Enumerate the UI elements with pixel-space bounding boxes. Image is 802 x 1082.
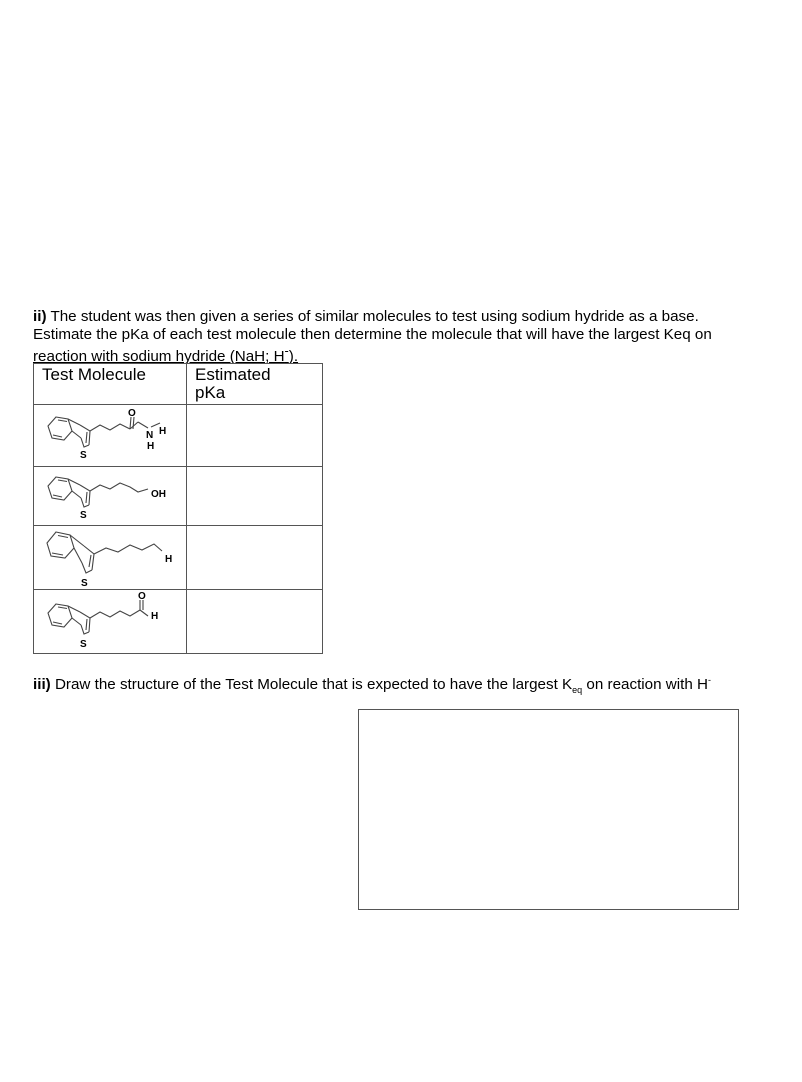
molecule-cell-aldehyde <box>34 590 187 654</box>
hydride-charge: - <box>707 675 711 685</box>
atom-n: N <box>146 430 154 441</box>
molecule-cell-amide <box>34 405 187 467</box>
table-row <box>34 526 323 590</box>
question-ii-line3-end: ). <box>288 348 299 366</box>
header-test-molecule: Test Molecule <box>34 364 187 405</box>
atom-s: S <box>80 639 87 650</box>
atom-s: S <box>80 450 87 461</box>
atom-h: H <box>159 426 167 437</box>
molecule-cell-alcohol <box>34 467 187 526</box>
pka-input-alcohol[interactable] <box>187 467 323 526</box>
amide-structure <box>34 405 178 466</box>
question-ii <box>33 308 753 366</box>
alkane-structure <box>34 526 178 589</box>
table-row <box>34 590 323 654</box>
pka-input-amide[interactable] <box>187 405 323 467</box>
question-iii <box>33 671 711 699</box>
alcohol-structure <box>34 467 178 525</box>
question-ii-line2: Estimate the pKa of each test molecule then determine the molecule that will have the largest Keq on <box>33 325 712 343</box>
question-iii-text-end: on reaction with H <box>582 676 708 694</box>
pka-input-aldehyde[interactable] <box>187 590 323 654</box>
pka-table <box>33 363 323 654</box>
header-pka-line1: Estimated <box>195 365 271 384</box>
hydride-charge: - <box>284 344 289 358</box>
atom-h: H <box>147 441 155 452</box>
header-estimated-pka <box>187 364 323 405</box>
answer-drawing-box[interactable] <box>358 709 739 910</box>
atom-h: H <box>151 611 159 622</box>
header-pka-line2: pKa <box>195 383 226 402</box>
pka-input-alkane[interactable] <box>187 526 323 590</box>
atom-o: O <box>128 408 136 419</box>
question-ii-label: ii) <box>33 308 47 325</box>
keq-subscript: eq <box>572 685 583 696</box>
atom-s: S <box>81 578 88 589</box>
molecule-cell-alkane <box>34 526 187 590</box>
question-iii-text: Draw the structure of the Test Molecule that is expected to have the largest K <box>54 676 573 694</box>
question-iii-label: iii) <box>33 676 51 694</box>
question-ii-line3-text: reaction with sodium hydride (NaH; H <box>33 348 285 366</box>
atom-h: H <box>165 554 173 565</box>
aldehyde-structure <box>34 590 178 653</box>
table-row <box>34 405 323 467</box>
atom-o: O <box>138 591 146 602</box>
atom-s: S <box>80 510 87 521</box>
atom-oh: OH <box>151 489 166 500</box>
question-ii-line1: The student was then given a series of similar molecules to test using sodium hydride as a base. <box>50 308 699 325</box>
table-row <box>34 467 323 526</box>
table-header-row <box>34 364 323 405</box>
